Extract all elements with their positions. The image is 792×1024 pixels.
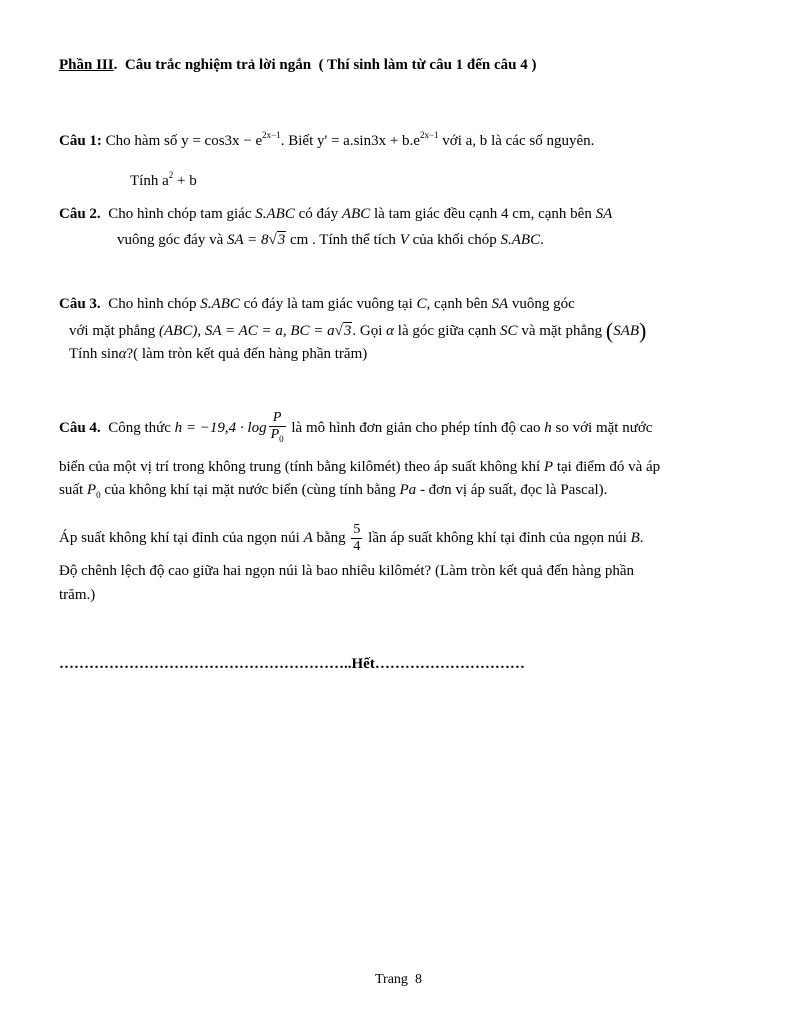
q3-line2-b: , [197, 323, 202, 339]
q2-sqrt: √3 [268, 232, 286, 248]
q1-text-d: là các số nguyên. [491, 133, 595, 149]
question-3-line-1 [59, 296, 575, 313]
q1-text-c: với [442, 133, 462, 149]
q4-formula: h = −19,4 · log [174, 419, 267, 436]
end-dots-right: ………………………… [374, 656, 525, 672]
question-2-line-1 [59, 206, 612, 223]
section-title: Câu trắc nghiệm trả lời ngắn [124, 57, 312, 73]
q2-sa-eq: SA = 8 [226, 232, 269, 248]
q4-frac2-num: 5 [353, 522, 361, 537]
q1-expr-a: a [162, 173, 169, 189]
q1-text-a: Cho hàm số [105, 133, 178, 149]
q4-p: P [543, 459, 554, 475]
section-period: . [113, 57, 118, 73]
q4-text-a: Công thức [108, 419, 171, 436]
q2-pyramid-2: S.ABC [500, 232, 541, 248]
question-1-line-1 [59, 130, 594, 150]
page-label: Trang [375, 972, 408, 987]
q1-text-b: . Biết [280, 133, 314, 149]
q3-edge: SA [491, 296, 509, 312]
q3-vertex: C [416, 296, 427, 312]
q3-sqrt: √3 [334, 323, 352, 339]
end-dots-left: ………………………………………………….. [59, 656, 352, 672]
q3-text-a: Cho hình chóp [108, 296, 197, 312]
question-1-line-2 [130, 170, 197, 190]
q3-line3-b: ?( làm tròn kết quả đến hàng phần trăm) [126, 346, 368, 362]
q2-volume-symbol: V [399, 232, 409, 248]
q4-p0-sub: 0 [96, 490, 101, 500]
q4-h: h [544, 419, 552, 436]
question-4-line-4 [59, 522, 644, 555]
q4-frac-den: P [270, 427, 280, 442]
q2-line2-a: vuông góc đáy và [117, 232, 224, 248]
q1-exponent-2: 2x−1 [419, 130, 439, 140]
end-marker [59, 656, 525, 673]
q1-expr-b: + b [177, 173, 197, 189]
q4-line4-b: bằng [316, 529, 346, 546]
section-heading [59, 57, 537, 74]
q3-line2-f: và mặt phẳng [521, 323, 603, 339]
q1-compute-text: Tính [130, 173, 159, 189]
q4-p0: P [86, 482, 97, 498]
q4-line3-a: suất [59, 482, 84, 498]
page-footer [375, 972, 422, 988]
question-4-line-1 [59, 410, 652, 447]
q4-mountain-a: A [303, 529, 313, 546]
q3-line3-a: Tính [69, 346, 98, 362]
q4-frac-den-sub: 0 [279, 434, 284, 444]
question-4-line-2 [59, 459, 660, 476]
q1-exponent: 2x−1 [262, 130, 281, 140]
q4-line3-b: của không khí tại mặt nước biển (cùng tính bằng [104, 482, 396, 498]
end-word: Hết [351, 656, 375, 672]
q2-text-c: là tam giác đều cạnh 4 cm, cạnh bên [374, 206, 592, 222]
q4-line2-b: tại điểm đó và áp [556, 459, 661, 475]
q3-line2-d: . Gọi [352, 323, 383, 339]
q4-mountain-b: B [630, 529, 640, 546]
question-4-line-6 [59, 587, 95, 604]
q4-line6: trăm.) [59, 587, 96, 603]
q4-line4-d: . [639, 529, 644, 546]
question-3-line-3 [69, 346, 367, 363]
q1-expr-sup: 2 [168, 170, 174, 180]
section-label: Phần III [59, 57, 114, 73]
question-2-line-2 [117, 232, 544, 249]
q4-line3-c: - đơn vị áp suất, đọc là Pascal). [419, 482, 608, 498]
q2-line2-b: cm . Tính thể tích [289, 232, 396, 248]
q4-fraction [269, 410, 286, 447]
q4-frac-num: P [269, 410, 286, 427]
question-3-line-2: với mặt phẳng (ABC), SA = AC = a, BC = a√3. Gọi α là góc giữa cạnh SC và mặt phẳng (SAB) [69, 318, 647, 343]
q1-derivative: y' = a.sin3x + b.e [317, 133, 420, 149]
q4-pa: Pa [399, 482, 417, 498]
q1-function: y = cos3x − e [181, 133, 263, 149]
q3-sc: SC [500, 323, 518, 339]
q3-alpha-2: α [118, 346, 127, 362]
q3-eq2: BC = a [290, 323, 335, 339]
q3-plane: (ABC) [159, 323, 198, 339]
q4-text-b: là mô hình đơn giản cho phép tính độ cao [291, 419, 541, 436]
q3-eq1: SA = AC = a [204, 323, 283, 339]
q3-sin: sin [101, 346, 119, 362]
q3-alpha: α [386, 323, 395, 339]
q4-line2-a: biển của một vị trí trong không trung (tính bằng kilômét) theo áp suất không khí [59, 459, 541, 475]
q3-pyramid: S.ABC [200, 296, 240, 312]
page-number: 8 [414, 972, 422, 987]
question-3-label: Câu 3. [59, 296, 101, 312]
q2-text-a: Cho hình chóp tam giác [108, 206, 252, 222]
q4-fraction-2 [351, 522, 362, 555]
q3-text-d: vuông góc [511, 296, 575, 312]
q2-line2-c: của khối chóp [412, 232, 497, 248]
q4-line4-a: Áp suất không khí tại đỉnh của ngọn núi [59, 529, 300, 546]
q4-text-c: so với mặt nước [555, 419, 653, 436]
q2-edge: SA [595, 206, 613, 222]
q2-pyramid: S.ABC [255, 206, 295, 222]
q2-text-b: có đáy [298, 206, 339, 222]
q2-line2-d: . [540, 232, 544, 248]
q2-base: ABC [341, 206, 371, 222]
q2-sqrt-value: 3 [277, 232, 286, 248]
q4-line4-c: lần áp suất không khí tại đỉnh của ngọn núi [368, 529, 627, 546]
q4-frac2-den: 4 [353, 539, 361, 554]
question-2-label: Câu 2. [59, 206, 101, 222]
q3-line2-e: là góc giữa cạnh [397, 323, 497, 339]
q3-text-c: , cạnh bên [426, 296, 488, 312]
question-1-label: Câu 1: [59, 133, 102, 149]
q1-vars: a, b [465, 133, 488, 149]
section-note: ( Thí sinh làm từ câu 1 đến câu 4 ) [318, 57, 537, 73]
q3-line2-c: , [282, 323, 287, 339]
q3-line2-a: với mặt phẳng [69, 323, 156, 339]
question-4-label: Câu 4. [59, 419, 101, 436]
question-4-line-3 [59, 482, 607, 500]
q3-sqrt-value: 3 [343, 323, 352, 339]
question-4-line-5 [59, 563, 634, 580]
q3-text-b: có đáy là tam giác vuông tại [243, 296, 413, 312]
q4-line5: Độ chênh lệch độ cao giữa hai ngọn núi là bao nhiêu kilômét? (Làm tròn kết quả đến hàng phần [59, 563, 635, 579]
q3-sab: SAB [613, 323, 640, 339]
